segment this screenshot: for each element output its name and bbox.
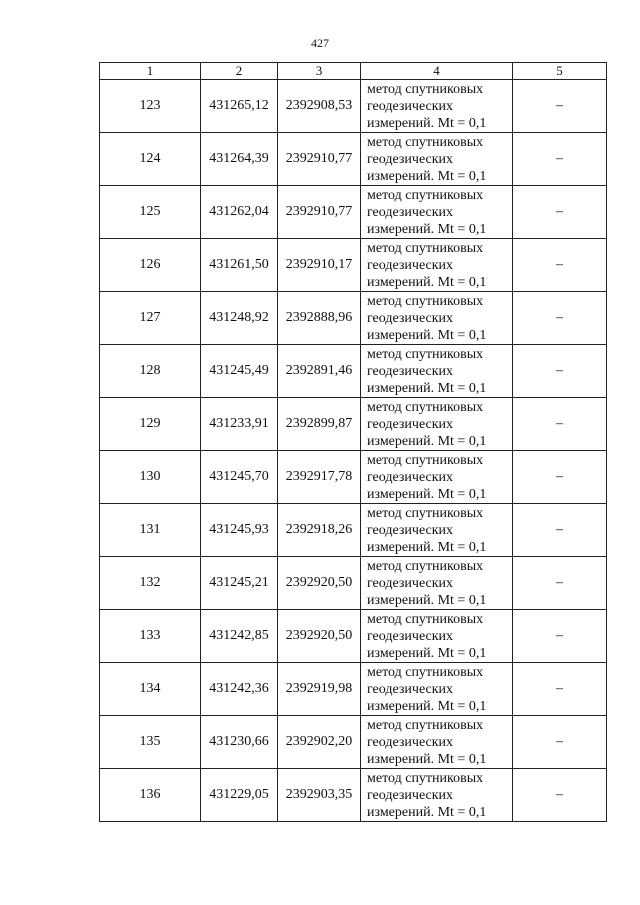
method-text-line: метод спутниковых [367, 346, 484, 362]
table-row [100, 186, 607, 239]
column-header-1: 1 [100, 63, 201, 80]
y-coordinate-cell: 2392918,26 [278, 504, 361, 557]
x-coordinate-cell: 431230,66 [201, 716, 278, 769]
column-header-5: 5 [513, 63, 607, 80]
y-coordinate-cell: 2392888,96 [278, 292, 361, 345]
method-text-line: измерений. Mt = 0,1 [367, 804, 487, 820]
point-number-cell: 126 [100, 239, 201, 292]
x-coordinate-cell: 431245,49 [201, 345, 278, 398]
method-text-line: метод спутниковых [367, 717, 484, 733]
x-coordinate-cell: 431245,70 [201, 451, 278, 504]
y-coordinate-cell: 2392910,77 [278, 186, 361, 239]
method-cell [361, 610, 513, 663]
x-coordinate-cell: 431245,93 [201, 504, 278, 557]
method-text-line: измерений. Mt = 0,1 [367, 327, 487, 343]
point-number-cell: 128 [100, 345, 201, 398]
method-text-line: метод спутниковых [367, 558, 484, 574]
y-coordinate-cell: 2392899,87 [278, 398, 361, 451]
method-text-line: метод спутниковых [367, 293, 484, 309]
method-text-line: измерений. Mt = 0,1 [367, 645, 487, 661]
method-cell [361, 80, 513, 133]
method-cell [361, 186, 513, 239]
page-number: 427 [311, 36, 329, 50]
method-text-line: метод спутниковых [367, 452, 484, 468]
method-text-line: метод спутниковых [367, 134, 484, 150]
y-coordinate-cell: 2392910,77 [278, 133, 361, 186]
method-text-line: измерений. Mt = 0,1 [367, 433, 487, 449]
method-text-line: геодезических [367, 681, 454, 697]
method-text-line: метод спутниковых [367, 770, 484, 786]
method-text-line: измерений. Mt = 0,1 [367, 221, 487, 237]
note-cell: – [513, 769, 607, 822]
method-text-line: измерений. Mt = 0,1 [367, 115, 487, 131]
coordinates-table [99, 62, 607, 822]
method-text-line: измерений. Mt = 0,1 [367, 592, 487, 608]
x-coordinate-cell: 431261,50 [201, 239, 278, 292]
table-row [100, 80, 607, 133]
note-cell: – [513, 610, 607, 663]
method-cell [361, 504, 513, 557]
method-text-line: измерений. Mt = 0,1 [367, 698, 487, 714]
y-coordinate-cell: 2392902,20 [278, 716, 361, 769]
y-coordinate-cell: 2392903,35 [278, 769, 361, 822]
x-coordinate-cell: 431265,12 [201, 80, 278, 133]
table-row [100, 398, 607, 451]
table-row [100, 716, 607, 769]
method-cell [361, 557, 513, 610]
method-text-line: геодезических [367, 787, 454, 803]
method-text-line: геодезических [367, 98, 454, 114]
point-number-cell: 135 [100, 716, 201, 769]
x-coordinate-cell: 431229,05 [201, 769, 278, 822]
y-coordinate-cell: 2392891,46 [278, 345, 361, 398]
method-text-line: измерений. Mt = 0,1 [367, 751, 487, 767]
method-text-line: метод спутниковых [367, 81, 484, 97]
method-text-line: геодезических [367, 734, 454, 750]
point-number-cell: 134 [100, 663, 201, 716]
method-cell [361, 133, 513, 186]
point-number-cell: 131 [100, 504, 201, 557]
note-cell: – [513, 186, 607, 239]
note-cell: – [513, 80, 607, 133]
method-text-line: измерений. Mt = 0,1 [367, 539, 487, 555]
note-cell: – [513, 345, 607, 398]
note-cell: – [513, 557, 607, 610]
table-row [100, 769, 607, 822]
method-text-line: метод спутниковых [367, 664, 484, 680]
method-text-line: метод спутниковых [367, 240, 484, 256]
note-cell: – [513, 504, 607, 557]
x-coordinate-cell: 431242,85 [201, 610, 278, 663]
y-coordinate-cell: 2392920,50 [278, 557, 361, 610]
point-number-cell: 123 [100, 80, 201, 133]
method-cell [361, 663, 513, 716]
y-coordinate-cell: 2392910,17 [278, 239, 361, 292]
method-cell [361, 345, 513, 398]
note-cell: – [513, 663, 607, 716]
point-number-cell: 129 [100, 398, 201, 451]
point-number-cell: 133 [100, 610, 201, 663]
y-coordinate-cell: 2392908,53 [278, 80, 361, 133]
method-cell [361, 292, 513, 345]
method-text-line: измерений. Mt = 0,1 [367, 486, 487, 502]
y-coordinate-cell: 2392920,50 [278, 610, 361, 663]
x-coordinate-cell: 431242,36 [201, 663, 278, 716]
note-cell: – [513, 398, 607, 451]
x-coordinate-cell: 431262,04 [201, 186, 278, 239]
point-number-cell: 125 [100, 186, 201, 239]
method-text-line: геодезических [367, 151, 454, 167]
note-cell: – [513, 292, 607, 345]
method-text-line: измерений. Mt = 0,1 [367, 274, 487, 290]
table-row [100, 557, 607, 610]
method-text-line: геодезических [367, 469, 454, 485]
note-cell: – [513, 133, 607, 186]
table-row [100, 345, 607, 398]
method-text-line: измерений. Mt = 0,1 [367, 168, 487, 184]
method-cell [361, 239, 513, 292]
method-cell [361, 716, 513, 769]
table-row [100, 504, 607, 557]
table-header-row [100, 63, 607, 80]
method-text-line: геодезических [367, 575, 454, 591]
method-text-line: геодезических [367, 310, 454, 326]
table-row [100, 610, 607, 663]
method-text-line: метод спутниковых [367, 505, 484, 521]
method-text-line: геодезических [367, 522, 454, 538]
column-header-2: 2 [201, 63, 278, 80]
method-text-line: геодезических [367, 628, 454, 644]
method-cell [361, 451, 513, 504]
x-coordinate-cell: 431233,91 [201, 398, 278, 451]
table-body [100, 80, 607, 822]
note-cell: – [513, 451, 607, 504]
table-row [100, 292, 607, 345]
table-row [100, 133, 607, 186]
point-number-cell: 127 [100, 292, 201, 345]
method-text-line: геодезических [367, 363, 454, 379]
y-coordinate-cell: 2392919,98 [278, 663, 361, 716]
x-coordinate-cell: 431245,21 [201, 557, 278, 610]
point-number-cell: 130 [100, 451, 201, 504]
method-cell [361, 769, 513, 822]
method-text-line: геодезических [367, 416, 454, 432]
table-row [100, 451, 607, 504]
table-row [100, 239, 607, 292]
method-text-line: геодезических [367, 257, 454, 273]
point-number-cell: 132 [100, 557, 201, 610]
method-cell [361, 398, 513, 451]
method-text-line: геодезических [367, 204, 454, 220]
method-text-line: метод спутниковых [367, 399, 484, 415]
note-cell: – [513, 239, 607, 292]
x-coordinate-cell: 431264,39 [201, 133, 278, 186]
point-number-cell: 136 [100, 769, 201, 822]
table-row [100, 663, 607, 716]
method-text-line: метод спутниковых [367, 611, 484, 627]
method-text-line: метод спутниковых [367, 187, 484, 203]
note-cell: – [513, 716, 607, 769]
column-header-3: 3 [278, 63, 361, 80]
x-coordinate-cell: 431248,92 [201, 292, 278, 345]
column-header-4: 4 [361, 63, 513, 80]
point-number-cell: 124 [100, 133, 201, 186]
method-text-line: измерений. Mt = 0,1 [367, 380, 487, 396]
y-coordinate-cell: 2392917,78 [278, 451, 361, 504]
